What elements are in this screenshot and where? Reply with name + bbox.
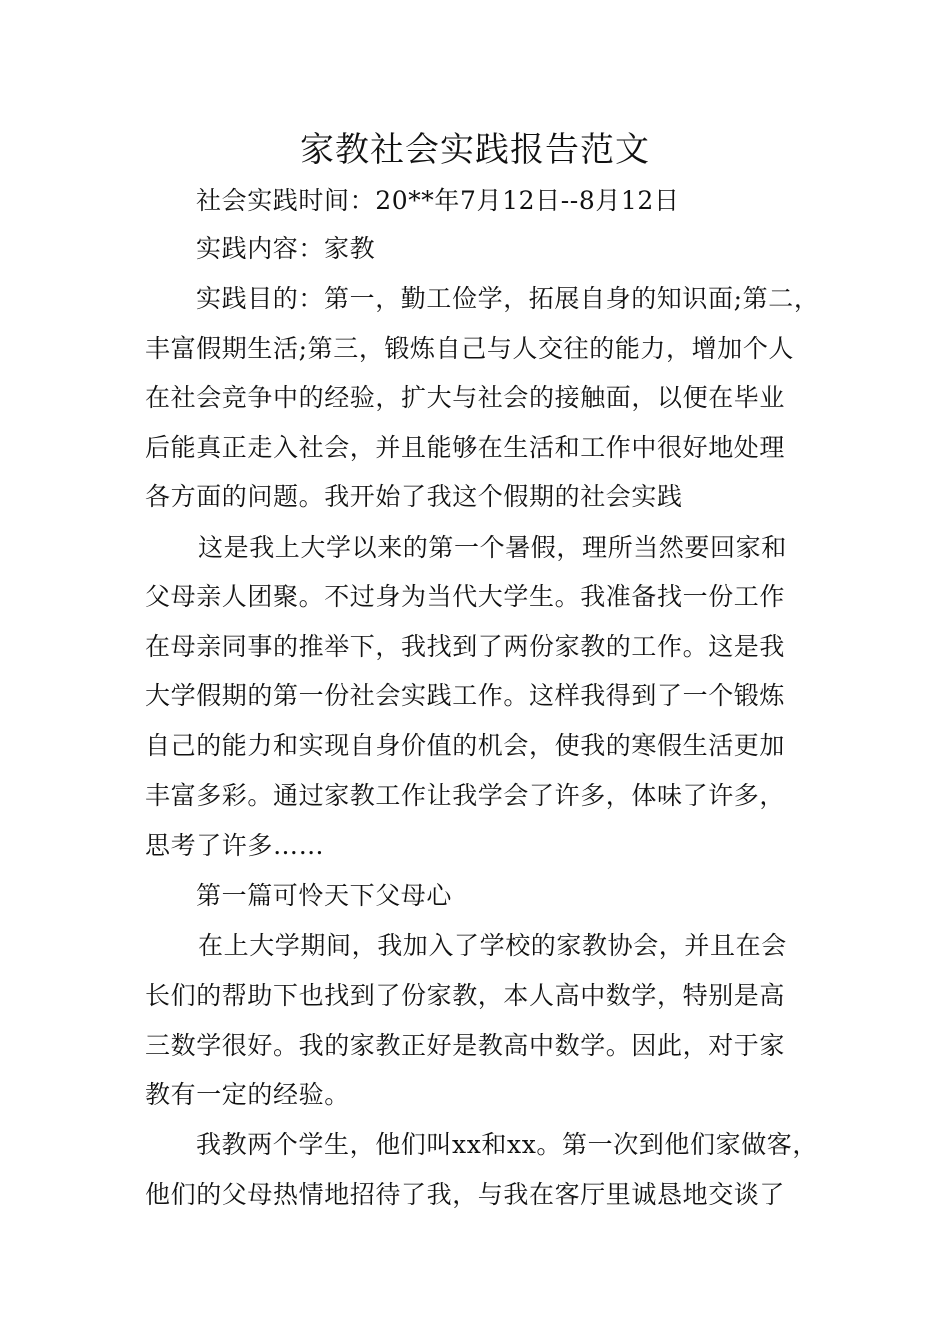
paragraph-line: 父母亲人团聚。不过身为当代大学生。我准备找一份工作 <box>145 582 786 611</box>
paragraph-line: 丰富假期生活;第三，锻炼自己与人交往的能力，增加个人 <box>145 334 795 363</box>
document-title: 家教社会实践报告范文 <box>300 130 650 170</box>
paragraph-line: 我教两个学生，他们叫xx和xx。第一次到他们家做客， <box>196 1130 818 1159</box>
paragraph-line: 实践目的：第一，勤工俭学，拓展自身的知识面;第二， <box>196 284 820 313</box>
paragraph-line: 他们的父母热情地招待了我，与我在客厅里诚恳地交谈了 <box>145 1180 786 1209</box>
practice-time-line: 社会实践时间：20**年7月12日--8月12日 <box>196 186 680 215</box>
paragraph-line: 在社会竞争中的经验，扩大与社会的接触面，以便在毕业 <box>145 383 786 412</box>
paragraph-line: 在上大学期间，我加入了学校的家教协会，并且在会 <box>198 931 787 960</box>
paragraph-line: 长们的帮助下也找到了份家教，本人高中数学，特别是高 <box>145 981 786 1010</box>
paragraph-line: 各方面的问题。我开始了我这个假期的社会实践 <box>145 482 683 511</box>
paragraph-line: 自己的能力和实现自身价值的机会，使我的寒假生活更加 <box>145 731 786 760</box>
paragraph-line: 在母亲同事的推举下，我找到了两份家教的工作。这是我 <box>145 632 786 661</box>
paragraph-line: 三数学很好。我的家教正好是教高中数学。因此，对于家 <box>145 1031 786 1060</box>
paragraph-line: 思考了许多…… <box>145 831 325 860</box>
section-heading: 第一篇可怜天下父母心 <box>196 881 453 910</box>
paragraph-line: 这是我上大学以来的第一个暑假，理所当然要回家和 <box>198 533 787 562</box>
practice-content-line: 实践内容：家教 <box>196 234 376 263</box>
paragraph-line: 丰富多彩。通过家教工作让我学会了许多，体味了许多， <box>145 781 786 810</box>
paragraph-line: 教有一定的经验。 <box>145 1080 350 1109</box>
paragraph-line: 后能真正走入社会，并且能够在生活和工作中很好地处理 <box>145 433 786 462</box>
paragraph-line: 大学假期的第一份社会实践工作。这样我得到了一个锻炼 <box>145 681 786 710</box>
